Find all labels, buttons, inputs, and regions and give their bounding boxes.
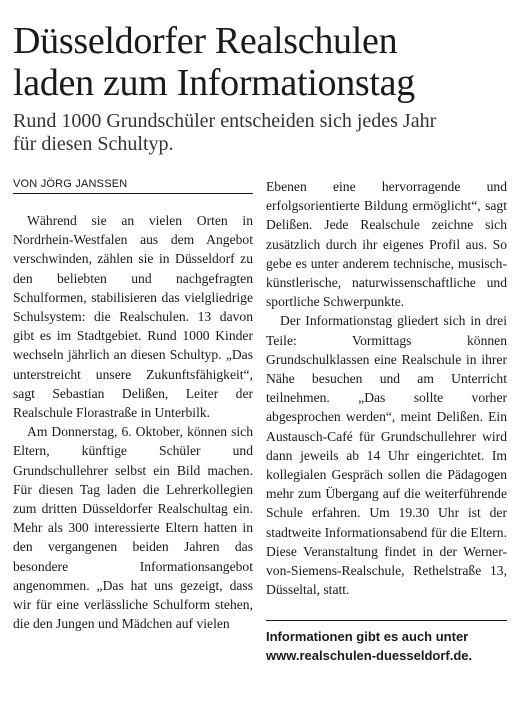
subheadline-line-2: für diesen Schultyp. [13,133,174,155]
paragraph-1: Während sie an vielen Orten in Nordrhein-Westfalen aus dem Angebot verschwinden, zählen sie in Düsseldorf zu den beliebten und nachgefragten Schulformen, stabilisieren das vielgliedrige Schulsystem: die Realschulen. 13 davon gibt es im Stadtgebiet. Rund 1000 Kinder wechseln jährlich an diesen Schultyp. „Das unterstreicht unsere Zukunftsfähigkeit“, sagt Sebastian Delißen, Leiter der Realschule Florastraße in Unterbilk. [13,213,253,421]
paragraph-4: Der Informationstag gliedert sich in drei Teile: Vormittags können Grundschulklassen eine Realschule in ihrer Nähe besuchen und am Unterricht teilnehmen. „Das sollte vorher abgesprochen werden“, meint Delißen. Ein Austausch-Café für Grundschullehrer wird dann jeweils ab 14 Uhr eingerichtet. Im kollegialen Gespräch sollen die Pädagogen mehr zum Übergang auf die weiterführende Schule erfahren. Um 19.30 Uhr ist der stadtweite Informationsabend für die Eltern. Diese Veranstaltung findet in der Werner-von-Siemens-Realschule, Rethelstraße 13, Düsseltal, statt. [266,313,507,598]
headline-line-2: laden zum Informationstag [13,62,415,104]
website-link[interactable]: www.realschulen-duesseldorf.de. [266,648,473,663]
paragraph-2: Am Donnerstag, 6. Oktober, können sich Eltern, künftige Schüler und Grundschullehrer selbst ein Bild machen. Für diesen Tag laden die Lehrerkollegien zum dritten Düsseldorfer Realschultag ein. Mehr als 300 interessierte Eltern hatten in den vergangenen beiden Jahren das besondere Informationsangebot angenommen. „Das hat uns gezeigt, dass wir für eine verlässliche Schulform stehen, die den Jungen und Mädchen auf vielen [13,424,253,632]
subheadline-line-1: Rund 1000 Grundschüler entscheiden sich jedes Jahr [13,110,437,132]
info-box [266,620,507,665]
info-text: Informationen gibt es auch unter [266,629,469,644]
subheadline [13,110,518,156]
article-column-left [13,211,253,633]
paragraph-3: Ebenen eine hervorragende und erfolgsorientierte Bildung ermöglicht“, sagt Delißen. Jede Realschule zeichne sich zusätzlich durch ihr eigenes Profil aus. So gebe es unter anderem technische, musisch-künstlerische, naturwissenschaftliche und sportliche Schwerpunkte. [266,179,507,310]
byline: VON JÖRG JANSSEN [13,178,253,194]
headline-line-1: Düsseldorfer Realschulen [13,20,398,62]
article-column-right [266,177,507,599]
headline [13,20,518,104]
